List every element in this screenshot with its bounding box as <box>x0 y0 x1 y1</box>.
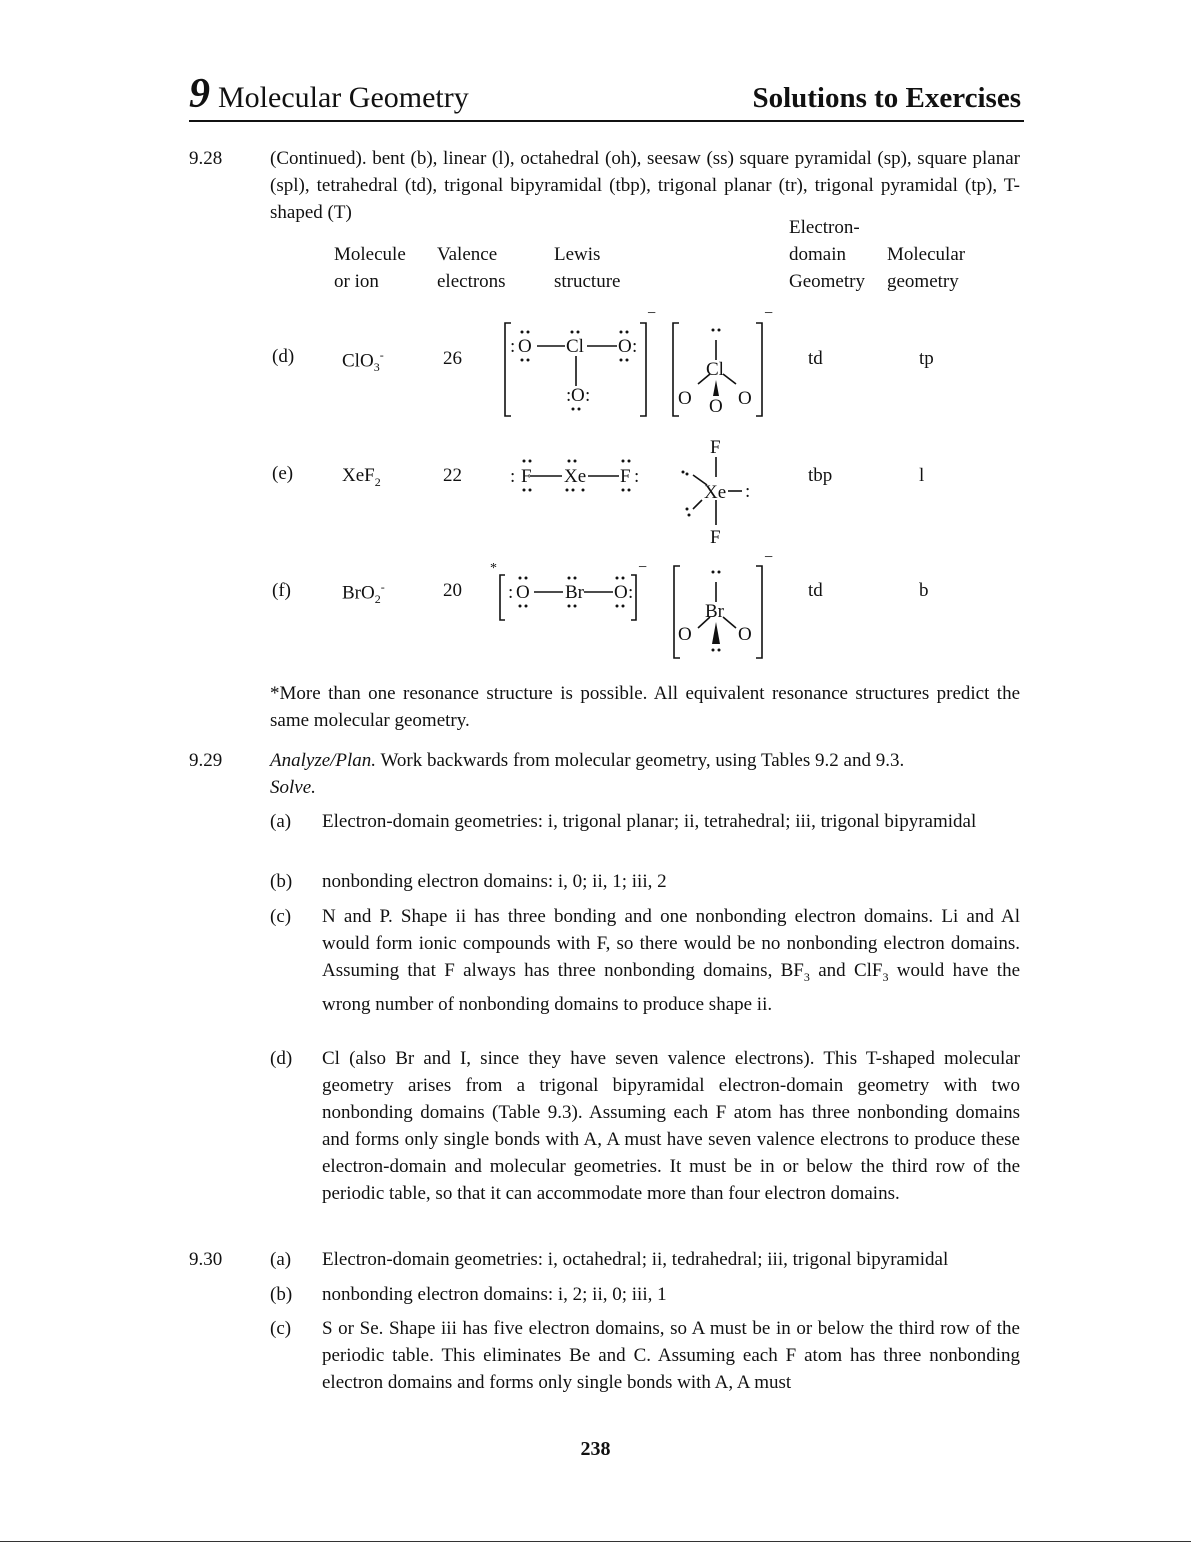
atom-symbol: Br <box>565 582 584 603</box>
part-label: (d) <box>270 1048 293 1069</box>
lone-pair: : <box>745 481 751 502</box>
row-label: (f) <box>272 580 291 601</box>
lone-pair: : <box>508 582 514 603</box>
formula-base: ClO <box>342 350 374 372</box>
atom-symbol: O <box>614 582 628 603</box>
part-label: (c) <box>270 906 292 927</box>
atom-symbol: Cl <box>706 359 724 380</box>
header-rule <box>189 120 1024 122</box>
col-header-lewis-1: Lewis <box>554 244 601 265</box>
part-label: (a) <box>270 811 292 832</box>
formula <box>342 580 385 607</box>
subscript: 3 <box>803 969 810 984</box>
atom-symbol: O <box>709 396 723 417</box>
text-segment: and ClF <box>809 960 883 981</box>
page-edge-rule <box>0 1541 1191 1542</box>
lone-pair: : <box>510 466 516 487</box>
atom-symbol: F <box>521 466 532 487</box>
footnote: *More than one resonance structure is possible. All equivalent resonance structures predict the same molecular geometry. <box>270 683 1020 731</box>
exercise-number: 9.30 <box>189 1249 223 1270</box>
molecular-geometry: b <box>919 580 929 601</box>
charge: − <box>764 305 774 322</box>
part-text: Cl (also Br and I, since they have seven valence electrons). This T-shaped molecular geometry arises from a trigonal bipyramidal electron-domain geometry with two nonbonding domains (Table 9.3). Assuming each F atom has three nonbonding domains and forms only single bonds with A, A must have seven valence electrons to produce these electron-domain and molecular geometries. It must be in or below the third row of the periodic table, so that it can accommodate more than four electron domains. <box>322 1048 1020 1204</box>
atom-symbol: Br <box>705 601 724 622</box>
analyze-label: Analyze/Plan. <box>270 750 377 771</box>
wedge-bond <box>713 380 719 396</box>
solve-text: Solve. <box>270 777 316 798</box>
atom-symbol: Xe <box>564 466 587 487</box>
chapter-heading <box>189 70 469 118</box>
valence-electrons: 20 <box>443 580 462 601</box>
electron-domain-geometry: tbp <box>808 465 833 486</box>
part-text <box>322 903 1020 1018</box>
charge: − <box>647 305 657 322</box>
lone-pair: : <box>510 336 516 357</box>
lone-pair-dots <box>519 329 721 652</box>
formula-sub: 2 <box>374 474 381 489</box>
col-header-lewis-2: structure <box>554 271 621 292</box>
col-header-molecule-1: Molecule <box>334 244 406 265</box>
row-label: (e) <box>272 463 294 484</box>
analyze-text: Work backwards from molecular geometry, using Tables 9.2 and 9.3. <box>376 750 905 771</box>
bond <box>723 617 736 628</box>
charge: − <box>764 549 774 566</box>
molecular-geometry: l <box>919 465 925 486</box>
bracket-left <box>500 575 505 620</box>
lone-pair: : <box>566 385 572 406</box>
atom-symbol: Xe <box>704 482 727 503</box>
subscript: 3 <box>882 969 889 984</box>
lone-pair: : <box>628 582 634 603</box>
formula-base: BrO <box>342 582 375 604</box>
part-text: Electron-domain geometries: i, octahedral; ii, tedrahedral; iii, trigonal bipyramidal <box>322 1249 949 1270</box>
lewis-structures <box>480 300 790 670</box>
formula <box>342 465 381 490</box>
atom-symbol: O <box>738 388 752 409</box>
part-label: (b) <box>270 871 293 892</box>
col-header-valence-2: electrons <box>437 271 506 292</box>
part-label: (c) <box>270 1318 292 1339</box>
atom-symbol: F <box>620 466 631 487</box>
molecular-geometry: tp <box>919 348 934 369</box>
formula-sup: - <box>380 580 385 594</box>
atom-symbol: O <box>678 624 692 645</box>
wedge-bond <box>712 622 720 644</box>
formula <box>342 348 384 375</box>
resonance-mark: * <box>490 561 497 576</box>
solve-label <box>270 774 1020 801</box>
valence-electrons: 22 <box>443 465 462 486</box>
col-header-molecule-2: or ion <box>334 271 379 292</box>
part-text: Electron-domain geometries: i, trigonal planar; ii, tetrahedral; iii, trigonal bipyramidal <box>322 811 977 832</box>
exercise-number: 9.28 <box>189 148 223 169</box>
atom-symbol: F <box>710 527 721 548</box>
part-text: nonbonding electron domains: i, 0; ii, 1; iii, 2 <box>322 871 667 892</box>
electron-domain-geometry: td <box>808 580 823 601</box>
atom-symbol: O <box>571 385 585 406</box>
part-text: S or Se. Shape iii has five electron domains, so A must be in or below the third row of the periodic table. This eliminates Be and C. Assuming each F atom has three nonbonding electron domains and forms only single bonds with A, A must <box>322 1318 1020 1393</box>
col-header-valence-1: Valence <box>437 244 498 265</box>
formula-sub: 3 <box>373 360 380 375</box>
atom-symbol: F <box>710 437 721 458</box>
bracket-right <box>756 323 762 416</box>
bracket-right <box>640 323 646 416</box>
lone-pair: : <box>585 385 591 406</box>
chapter-title: Molecular Geometry <box>218 81 469 114</box>
atom-symbol: Cl <box>566 336 584 357</box>
valence-electrons: 26 <box>443 348 462 369</box>
formula-base: XeF <box>342 465 375 486</box>
section-title: Solutions to Exercises <box>752 82 1021 114</box>
part-label: (b) <box>270 1284 293 1305</box>
col-header-mg-1: Molecular <box>887 244 966 265</box>
exercise-intro: (Continued). bent (b), linear (l), octahedral (oh), seesaw (ss) square pyramidal (sp), square planar (spl), tetrahedral (td), trigonal bipyramidal (tbp), trigonal planar (tr), trigonal pyramidal (tp), T-shaped (T) <box>270 148 1020 223</box>
atom-symbol: O <box>678 388 692 409</box>
lone-pair: : <box>634 466 640 487</box>
bond <box>723 374 736 384</box>
text-segment: N and P. Shape ii has three bonding and one nonbonding electron domains. Li and Al would form ionic compounds with F, so there would be no nonbonding electron domains. Assuming that F always has three nonbonding domains, BF <box>322 906 1020 981</box>
bond <box>693 500 702 509</box>
col-header-ed-0: Electron- <box>789 217 860 238</box>
col-header-mg-2: geometry <box>887 271 959 292</box>
exercise-number: 9.29 <box>189 750 223 771</box>
atom-symbol: O <box>618 336 632 357</box>
col-header-ed-1: domain <box>789 244 846 265</box>
atom-symbol: O <box>518 336 532 357</box>
page-number: 238 <box>580 1438 611 1460</box>
col-header-ed-2: Geometry <box>789 271 865 292</box>
part-label: (a) <box>270 1249 292 1270</box>
analyze-plan <box>270 747 1020 774</box>
row-label: (d) <box>272 346 295 367</box>
text-segment: would have the wrong number of nonbonding domains to produce shape ii. <box>322 960 1021 1015</box>
part-text: nonbonding electron domains: i, 2; ii, 0; iii, 1 <box>322 1284 667 1305</box>
atom-symbol: O <box>516 582 530 603</box>
charge: − <box>638 559 648 576</box>
chapter-number: 9 <box>189 71 210 117</box>
lone-pair: : <box>632 336 638 357</box>
bracket-right <box>756 566 762 658</box>
electron-domain-geometry: td <box>808 348 823 369</box>
formula-sup: - <box>379 348 384 362</box>
atom-symbol: O <box>738 624 752 645</box>
formula-sub: 2 <box>374 592 381 607</box>
